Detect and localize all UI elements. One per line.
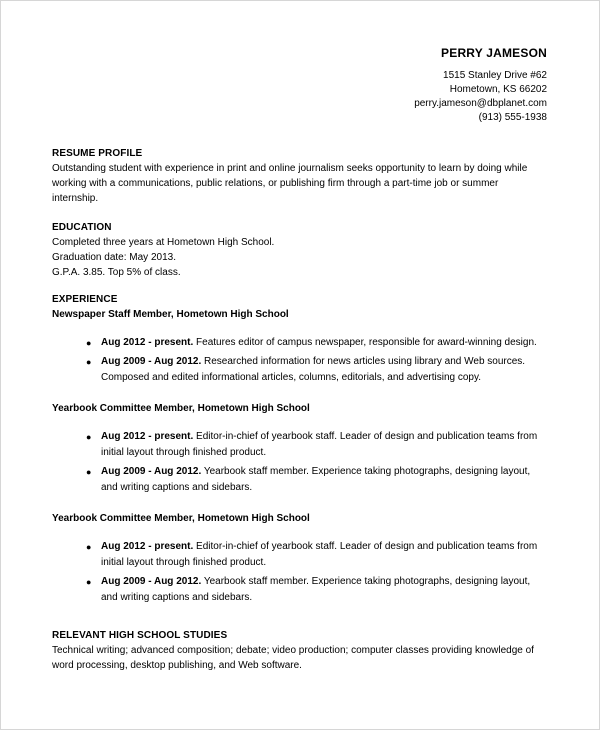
email-address: perry.jameson@dbplanet.com (414, 98, 547, 109)
job-block (52, 307, 547, 386)
bullet-date-range: Aug 2009 - Aug 2012. (101, 466, 202, 477)
bullet-description: Editor-in-chief of yearbook staff. Leader of design and publication teams from initial layout through finished product. (101, 541, 538, 568)
bullet-text (101, 335, 541, 351)
bullet-text (101, 429, 541, 461)
bullet-icon: ● (86, 432, 92, 442)
profile-paragraph: Outstanding student with experience in print and online journalism seeks opportunity to learn by doing while working with a communications, public relations, or publishing firm through a part-time job or summer internship. (52, 163, 528, 204)
section-resume-profile (52, 146, 547, 206)
section-education (52, 220, 547, 280)
education-line: Graduation date: May 2013. (52, 252, 176, 263)
job-title: Yearbook Committee Member, Hometown High School (52, 513, 310, 524)
studies-paragraph: Technical writing; advanced composition; debate; video production; computer classes providing knowledge of word processing, desktop publishing, and Web software. (52, 645, 534, 671)
bullet-date-range: Aug 2012 - present. (101, 541, 194, 552)
job-title: Newspaper Staff Member, Hometown High School (52, 309, 289, 320)
bullet-date-range: Aug 2009 - Aug 2012. (101, 576, 202, 587)
section-heading-studies: RELEVANT HIGH SCHOOL STUDIES (52, 630, 228, 641)
bullet-icon: ● (86, 577, 92, 587)
bullet-list (52, 335, 547, 386)
education-line: G.P.A. 3.85. Top 5% of class. (52, 267, 181, 278)
section-relevant-studies (52, 628, 547, 673)
section-heading-experience: EXPERIENCE (52, 294, 118, 305)
bullet-description: Features editor of campus newspaper, responsible for award-winning design. (193, 337, 537, 348)
education-line: Completed three years at Hometown High School. (52, 237, 275, 248)
section-heading-education: EDUCATION (52, 222, 112, 233)
bullet-item (52, 539, 547, 571)
bullet-description: Yearbook staff member. Experience taking photographs, designing layout, and writing captions and sidebars. (101, 576, 531, 603)
phone-number: (913) 555-1938 (478, 112, 547, 123)
bullet-item (52, 429, 547, 461)
address-line-city: Hometown, KS 66202 (449, 84, 547, 95)
bullet-text (101, 354, 541, 386)
bullet-date-range: Aug 2012 - present. (101, 337, 194, 348)
address-line-street: 1515 Stanley Drive #62 (443, 70, 547, 81)
bullet-icon: ● (86, 357, 92, 367)
bullet-date-range: Aug 2009 - Aug 2012. (101, 356, 202, 367)
section-experience (52, 292, 547, 606)
job-block (52, 401, 547, 496)
candidate-name: PERRY JAMESON (441, 46, 547, 60)
job-block (52, 511, 547, 606)
bullet-description: Yearbook staff member. Experience taking photographs, designing layout, and writing captions and sidebars. (101, 466, 531, 493)
bullet-item (52, 354, 547, 386)
bullet-icon: ● (86, 467, 92, 477)
contact-block (52, 69, 547, 125)
bullet-item (52, 464, 547, 496)
bullet-icon: ● (86, 542, 92, 552)
bullet-text (101, 539, 541, 571)
bullet-item (52, 335, 547, 351)
bullet-description: Researched information for news articles using library and Web sources. Composed and edited informational articles, columns, editorials, and advertising copy. (101, 356, 526, 383)
bullet-text (101, 574, 541, 606)
job-title: Yearbook Committee Member, Hometown High School (52, 403, 310, 414)
bullet-date-range: Aug 2012 - present. (101, 431, 194, 442)
section-heading-profile: RESUME PROFILE (52, 148, 143, 159)
bullet-list (52, 429, 547, 496)
bullet-description: Editor-in-chief of yearbook staff. Leader of design and publication teams from initial layout through finished product. (101, 431, 538, 458)
document-header (52, 46, 547, 125)
bullet-icon: ● (86, 338, 92, 348)
bullet-list (52, 539, 547, 606)
bullet-item (52, 574, 547, 606)
bullet-text (101, 464, 541, 496)
